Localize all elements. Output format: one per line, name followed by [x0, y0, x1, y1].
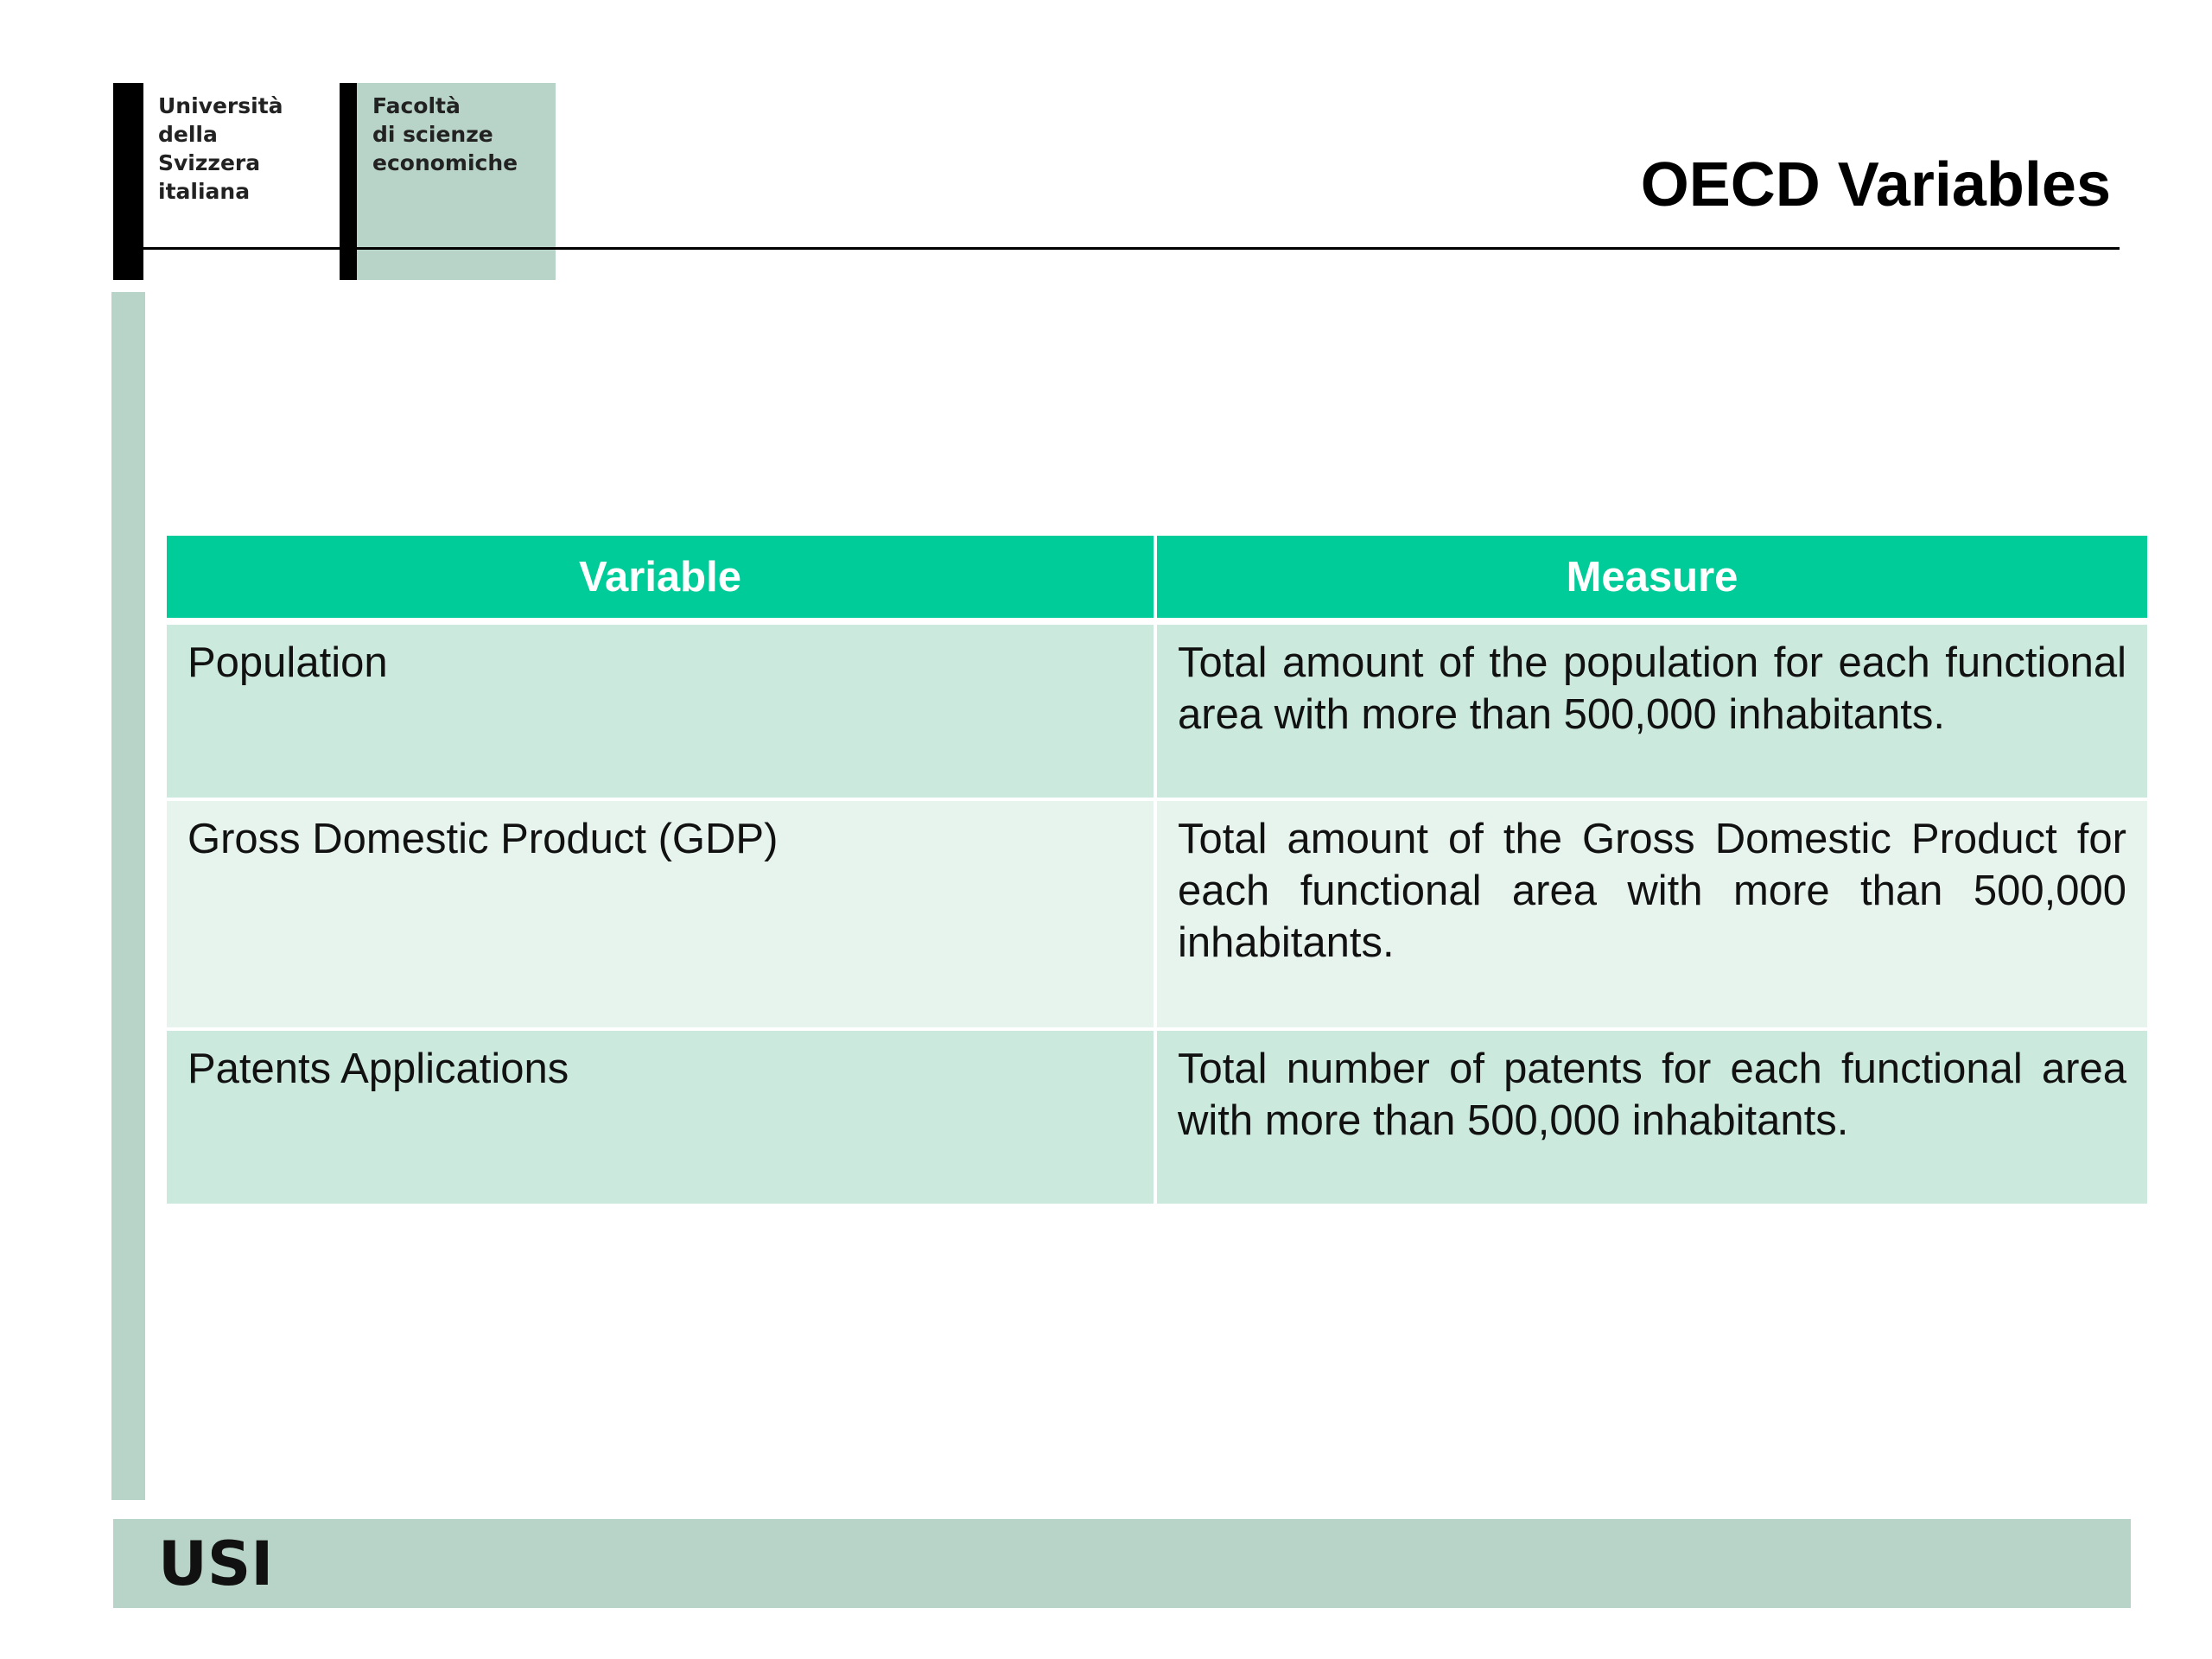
variable-cell: Gross Domestic Product (GDP) — [167, 799, 1155, 1029]
variable-cell: Patents Applications — [167, 1029, 1155, 1205]
footer-bar — [113, 1519, 2131, 1608]
side-strip — [111, 292, 145, 1500]
table-row — [167, 799, 2147, 1029]
header-variable: Variable — [167, 536, 1155, 621]
page-title: OECD Variables — [1640, 150, 2111, 219]
measure-cell: Total number of patents for each functional area with more than 500,000 inhabitants. — [1155, 1029, 2147, 1205]
table-row — [167, 621, 2147, 799]
measure-cell: Total amount of the population for each functional area with more than 500,000 inhabitants. — [1155, 621, 2147, 799]
university-name: Università della Svizzera italiana — [158, 93, 283, 204]
variable-cell: Population — [167, 621, 1155, 799]
header-rule — [143, 247, 2120, 250]
table-row — [167, 1029, 2147, 1205]
usi-logo: USI — [158, 1529, 274, 1599]
faculty-name: Facoltà di scienze economiche — [372, 93, 518, 175]
logo-bar-left — [113, 83, 143, 280]
logo-bar-right — [340, 83, 357, 280]
measure-cell: Total amount of the Gross Domestic Product for each functional area with more than 500,000 inhabitants. — [1155, 799, 2147, 1029]
header-measure: Measure — [1155, 536, 2147, 621]
table-header-row — [167, 536, 2147, 621]
variables-table — [167, 536, 2147, 1207]
